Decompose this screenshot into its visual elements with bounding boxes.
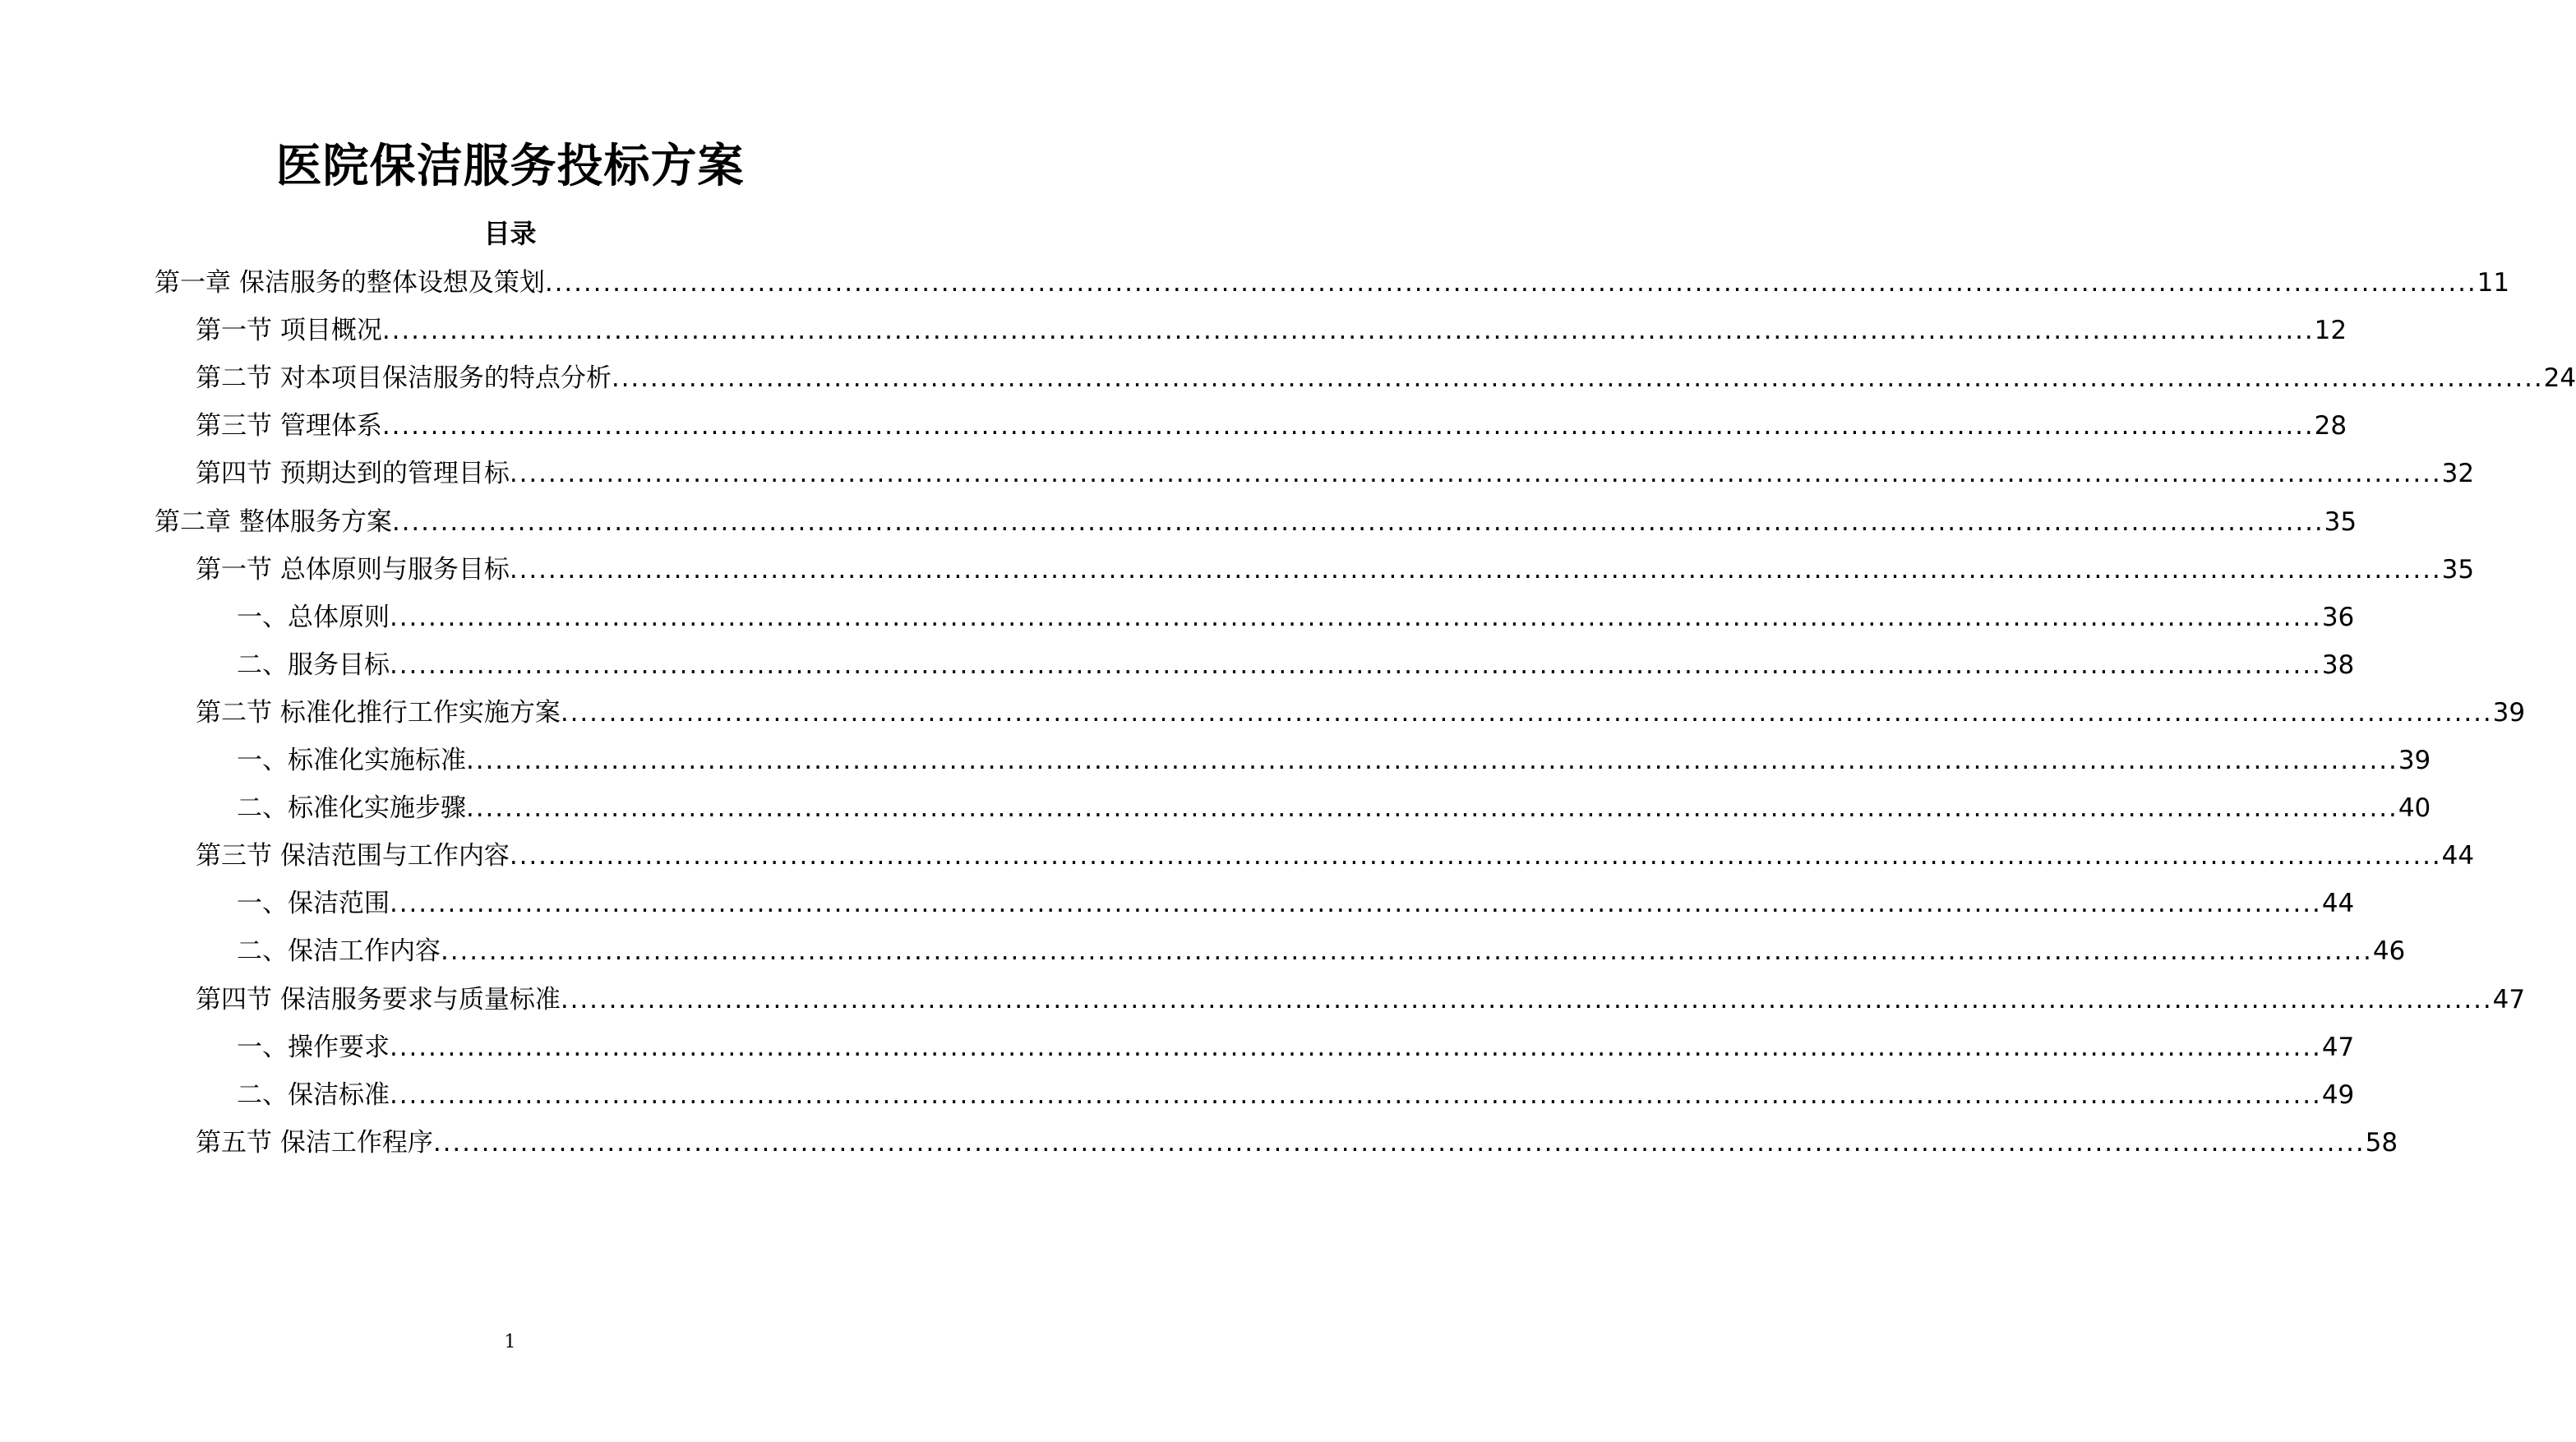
toc-entry[interactable] <box>237 933 2406 969</box>
toc-entry-label: 一、保洁范围 <box>237 889 390 919</box>
toc-entry-page-number: 39 <box>2398 746 2431 775</box>
toc-entry-label: 二、服务目标 <box>237 649 390 680</box>
toc-entry-page-number: 40 <box>2398 793 2431 824</box>
toc-dot-leader: ........................................................................................................................................................................................................ <box>611 363 2544 394</box>
toc-entry-label: 一、标准化实施标准 <box>237 746 466 775</box>
toc-entry-label: 第一章 保洁服务的整体设想及策划 <box>155 268 545 298</box>
toc-entry[interactable] <box>155 265 2510 301</box>
toc-entry[interactable] <box>196 360 2576 396</box>
toc-entry[interactable] <box>155 504 2357 540</box>
toc-entry-page-number: 12 <box>2314 316 2347 346</box>
toc-entry-page-number: 11 <box>2477 268 2510 298</box>
toc-dot-leader: ........................................................................................................................................................................................................ <box>390 889 2322 919</box>
toc-dot-leader: ........................................................................................................................................................................................................ <box>560 697 2493 728</box>
toc-entry-page-number: 46 <box>2372 936 2406 967</box>
toc-entry[interactable] <box>196 455 2475 492</box>
toc-entry-label: 第三节 管理体系 <box>196 411 382 441</box>
toc-dot-leader: ........................................................................................................................................................................................................ <box>441 936 2373 967</box>
toc-entry-label: 第一节 项目概况 <box>196 316 382 346</box>
toc-entry[interactable] <box>237 647 2355 683</box>
toc-dot-leader: ........................................................................................................................................................................................................ <box>432 1127 2366 1158</box>
toc-entry-label: 二、保洁工作内容 <box>237 936 441 967</box>
toc-entry-page-number: 35 <box>2441 554 2475 585</box>
toc-entry[interactable] <box>196 982 2526 1018</box>
toc-dot-leader: ........................................................................................................................................................................................................ <box>381 411 2315 441</box>
toc-entry-page-number: 35 <box>2324 506 2357 537</box>
toc-entry-label: 第三节 保洁范围与工作内容 <box>196 841 510 871</box>
toc-dot-leader: ........................................................................................................................................................................................................ <box>390 649 2322 680</box>
toc-entry[interactable] <box>196 552 2475 588</box>
toc-dot-leader: ........................................................................................................................................................................................................ <box>509 554 2442 585</box>
toc-entry-page-number: 58 <box>2365 1127 2398 1158</box>
toc-entry-label: 一、总体原则 <box>237 602 390 632</box>
toc-entry[interactable] <box>237 1077 2355 1113</box>
toc-entry[interactable] <box>196 838 2475 874</box>
toc-entry-label: 第二章 整体服务方案 <box>155 506 392 537</box>
toc-dot-leader: ........................................................................................................................................................................................................ <box>544 268 2477 298</box>
toc-entry-page-number: 32 <box>2441 459 2475 489</box>
toc-entry-label: 第二节 对本项目保洁服务的特点分析 <box>196 363 612 394</box>
toc-dot-leader: ........................................................................................................................................................................................................ <box>466 793 2398 824</box>
toc-entry[interactable] <box>196 695 2526 731</box>
toc-entry-label: 一、操作要求 <box>237 1032 390 1062</box>
toc-dot-leader: ........................................................................................................................................................................................................ <box>466 746 2398 775</box>
document-title: 医院保洁服务投标方案 <box>275 140 745 193</box>
toc-entry[interactable] <box>237 790 2431 826</box>
toc-entry-label: 二、标准化实施步骤 <box>237 793 466 824</box>
toc-entry-page-number: 39 <box>2492 697 2526 728</box>
toc-entry-label: 第一节 总体原则与服务目标 <box>196 554 510 585</box>
toc-dot-leader: ........................................................................................................................................................................................................ <box>390 1079 2322 1110</box>
toc-entry-page-number: 47 <box>2321 1032 2355 1062</box>
toc-entry[interactable] <box>237 1029 2355 1065</box>
toc-entry-page-number: 49 <box>2321 1079 2355 1110</box>
toc-dot-leader: ........................................................................................................................................................................................................ <box>560 984 2493 1014</box>
toc-entry[interactable] <box>196 408 2347 444</box>
toc-dot-leader: ........................................................................................................................................................................................................ <box>390 602 2322 632</box>
toc-entry-page-number: 47 <box>2492 984 2526 1014</box>
toc-entry-page-number: 24 <box>2543 363 2576 394</box>
toc-entry-label: 第五节 保洁工作程序 <box>196 1127 433 1158</box>
toc-entry[interactable] <box>237 885 2355 922</box>
toc-entry-page-number: 36 <box>2321 602 2355 632</box>
toc-entry-page-number: 44 <box>2441 841 2475 871</box>
toc-entry[interactable] <box>196 312 2347 349</box>
toc-entry-label: 第二节 标准化推行工作实施方案 <box>196 697 561 728</box>
toc-entry-page-number: 38 <box>2321 649 2355 680</box>
toc-dot-leader: ........................................................................................................................................................................................................ <box>391 506 2324 537</box>
toc-dot-leader: ........................................................................................................................................................................................................ <box>509 841 2442 871</box>
toc-entry-label: 第四节 预期达到的管理目标 <box>196 459 510 489</box>
toc-dot-leader: ........................................................................................................................................................................................................ <box>381 316 2315 346</box>
toc-entry-label: 二、保洁标准 <box>237 1079 390 1110</box>
toc-entry[interactable] <box>237 599 2355 635</box>
toc-entry-label: 第四节 保洁服务要求与质量标准 <box>196 984 561 1014</box>
toc-entry[interactable] <box>237 742 2431 779</box>
toc-entry-page-number: 44 <box>2321 889 2355 919</box>
toc-heading: 目录 <box>483 218 537 249</box>
toc-entry[interactable] <box>196 1125 2398 1161</box>
toc-dot-leader: ........................................................................................................................................................................................................ <box>390 1032 2322 1062</box>
toc-dot-leader: ........................................................................................................................................................................................................ <box>509 459 2442 489</box>
toc-entry-page-number: 28 <box>2314 411 2347 441</box>
page-number: 1 <box>504 1332 516 1352</box>
